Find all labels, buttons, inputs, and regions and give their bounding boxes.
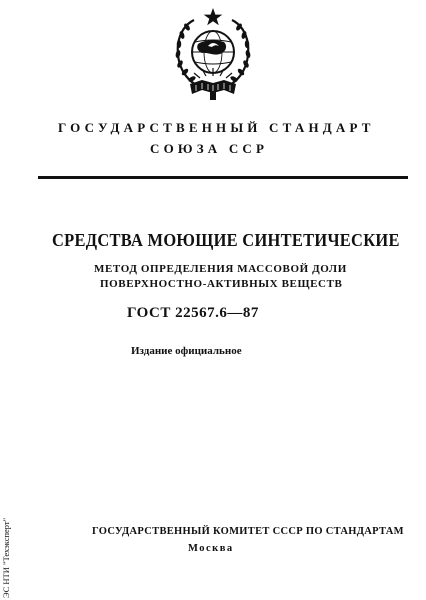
ussr-state-emblem-icon [168, 6, 258, 102]
divider-rule [38, 176, 408, 179]
publisher-city: Москва [188, 543, 234, 554]
side-stamp-text: ЭС НТИ "Техэксперт" [1, 517, 11, 598]
issuer-heading: ГОСУДАРСТВЕННЫЙ СТАНДАРТ [58, 120, 375, 135]
document-title: СРЕДСТВА МОЮЩИЕ СИНТЕТИЧЕСКИЕ [52, 230, 400, 250]
edition-label: Издание официальное [131, 345, 242, 357]
standard-number: ГОСТ 22567.6—87 [127, 305, 259, 321]
document-subtitle-line2: ПОВЕРХНОСТНО-АКТИВНЫХ ВЕЩЕСТВ [100, 278, 343, 290]
document-subtitle-line1: МЕТОД ОПРЕДЕЛЕНИЯ МАССОВОЙ ДОЛИ [94, 263, 347, 275]
side-stamp [1, 498, 15, 598]
publisher-name: ГОСУДАРСТВЕННЫЙ КОМИТЕТ СССР ПО СТАНДАРТАМ [92, 526, 404, 537]
issuer-subheading: СОЮЗА ССР [150, 141, 269, 156]
